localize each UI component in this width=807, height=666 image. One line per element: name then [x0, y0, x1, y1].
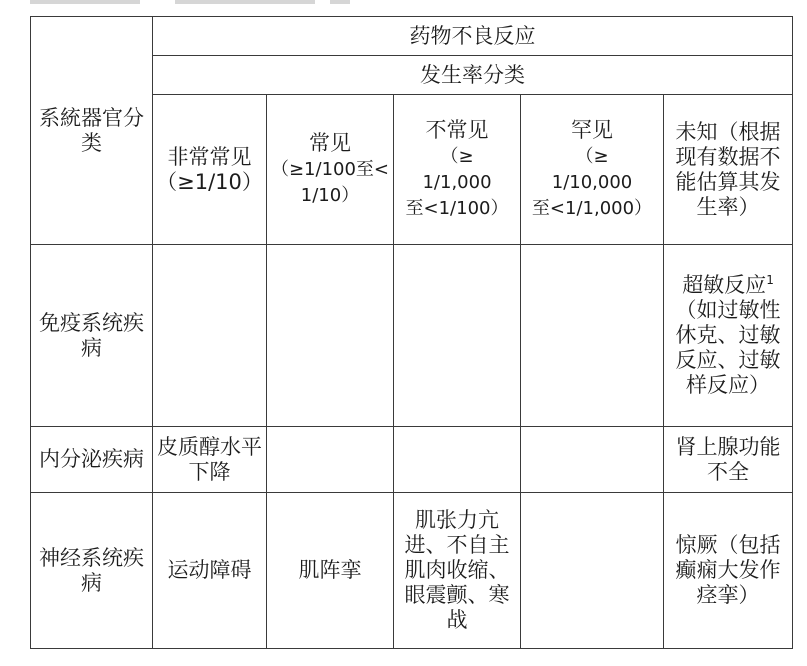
- data-cell: [521, 427, 664, 493]
- organ-cell: 免疫系统疾病: [31, 245, 153, 427]
- data-cell: [394, 245, 521, 427]
- data-cell: 肾上腺功能不全: [664, 427, 793, 493]
- frequency-category-header: 发生率分类: [153, 56, 793, 95]
- organ-class-header: 系統器官分类: [31, 17, 153, 245]
- top-edge-fragment: [0, 0, 807, 14]
- data-cell: [267, 245, 394, 427]
- table-row: [31, 245, 793, 427]
- data-cell: [521, 245, 664, 427]
- table-row: [31, 427, 793, 493]
- adverse-reaction-header: 药物不良反应: [153, 17, 793, 56]
- data-cell: [394, 427, 521, 493]
- data-cell: 肌阵挛: [267, 493, 394, 649]
- data-cell: 超敏反应$^1$（如过敏性休克、过敏反应、过敏样反应）: [664, 245, 793, 427]
- freq-uncommon-header: 不常见 （≥ 1/1,000 至<1/100）: [394, 95, 521, 245]
- cropped-line-fragment: [175, 0, 315, 4]
- table-row: [31, 493, 793, 649]
- data-cell: 皮质醇水平下降: [153, 427, 267, 493]
- freq-very-common-header: 非常常见（≥1/10）: [153, 95, 267, 245]
- data-cell: 运动障碍: [153, 493, 267, 649]
- adverse-reaction-table: [30, 16, 793, 649]
- freq-common-header: 常见 （≥1/100至<1/10）: [267, 95, 394, 245]
- freq-rare-header: 罕见 （≥ 1/10,000 至<1/1,000）: [521, 95, 664, 245]
- data-cell: [153, 245, 267, 427]
- header-row-top: [31, 17, 793, 56]
- organ-cell: 神经系统疾病: [31, 493, 153, 649]
- data-cell: 肌张力亢进、不自主肌肉收缩、眼震颤、寒战: [394, 493, 521, 649]
- data-cell: [521, 493, 664, 649]
- data-cell: 惊厥（包括癫痫大发作痉挛）: [664, 493, 793, 649]
- freq-unknown-header: 未知（根据现有数据不能估算其发生率）: [664, 95, 793, 245]
- data-cell: [267, 427, 394, 493]
- cropped-line-fragment: [330, 0, 350, 4]
- organ-cell: 内分泌疾病: [31, 427, 153, 493]
- cropped-line-fragment: [30, 0, 140, 4]
- footnote-marker: 1: [766, 273, 774, 287]
